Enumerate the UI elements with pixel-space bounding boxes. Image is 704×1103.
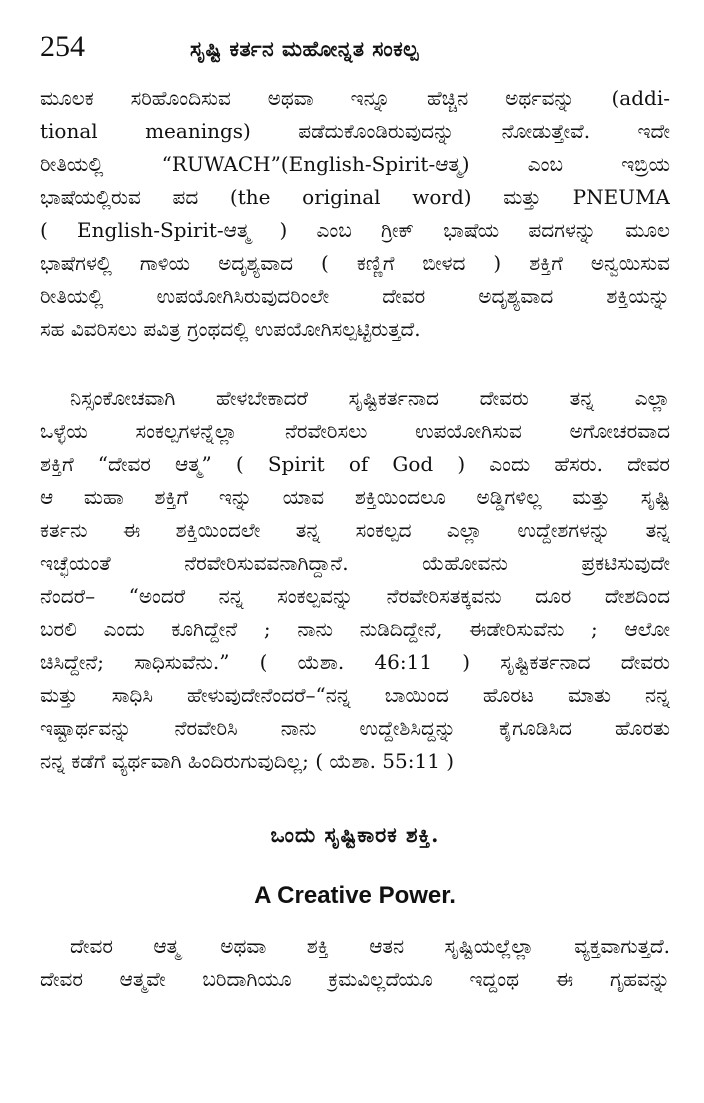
text-line: ಬರಲಿ ಎಂದು ಕೂಗಿದ್ದೇನೆ ; ನಾನು ನುಡಿದಿದ್ದೇನೆ, ಈಡೇರಿಸುವೆನು ; ಆಲೋ (40, 617, 670, 641)
page-header (40, 30, 670, 74)
text-line: ದೇವರ ಆತ್ಮ ಅಥವಾ ಶಕ್ತಿ ಆತನ ಸೃಷ್ಟಿಯಲ್ಲೆಲ್ಲಾ ವ್ಯಕ್ತವಾಗುತ್ತದೆ. (70, 934, 670, 958)
text-line: ಮತ್ತು ಸಾಧಿಸಿ ಹೇಳುವುದೇನೆಂದರೆ–“ನನ್ನ ಬಾಯಿಂದ ಹೊರಟ ಮಾತು ನನ್ನ (40, 683, 670, 707)
text-line: ಮೂಲಕ ಸರಿಹೊಂದಿಸುವ ಅಥವಾ ಇನ್ನೂ ಹೆಚ್ಚಿನ ಅರ್ಥವನ್ನು (addi- (40, 86, 670, 110)
text-line: ಶಕ್ತಿಗೆ “ದೇವರ ಆತ್ಮ” ( Spirit of God ) ಎಂದು ಹೆಸರು. ದೇವರ (40, 452, 670, 476)
text-line: ಇಚ್ಛೆಯಂತೆ ನೆರವೇರಿಸುವವನಾಗಿದ್ದಾನೆ. ಯೆಹೋವನು ಪ್ರಕಟಿಸುವುದೇ (40, 551, 670, 575)
text-line: ಭಾಷೆಗಳಲ್ಲಿ ಗಾಳಿಯ ಅದೃಶ್ಯವಾದ ( ಕಣ್ಣಿಗೆ ಬೀಳದ ) ಶಕ್ತಿಗೆ ಅನ್ವಯಿಸುವ (40, 251, 670, 275)
paragraph-creative-power (40, 930, 670, 996)
paragraph-spirit-of-god (40, 382, 670, 778)
text-line: ದೇವರ ಆತ್ಮವೇ ಬರಿದಾಗಿಯೂ ಕ್ರಮವಿಲ್ಲದೆಯೂ ಇದ್ದಂಥ ಈ ಗೃಹವನ್ನು (40, 967, 670, 991)
section-heading-english: A Creative Power. (254, 882, 456, 909)
text-line: ಆ ಮಹಾ ಶಕ್ತಿಗೆ ಇನ್ನು ಯಾವ ಶಕ್ತಿಯಿಂದಲೂ ಅಡ್ಡಿಗಳಿಲ್ಲ ಮತ್ತು ಸೃಷ್ಟಿ (40, 485, 670, 509)
text-line: ಸಹ ವಿವರಿಸಲು ಪವಿತ್ರ ಗ್ರಂಥದಲ್ಲಿ ಉಪಯೋಗಿಸಲ್ಪಟ್ಟಿರುತ್ತದೆ. (40, 317, 421, 341)
text-line: ಚಿಸಿದ್ದೇನೆ; ಸಾಧಿಸುವೆನು.” ( ಯೆಶಾ. 46:11 ) ಸೃಷ್ಟಿಕರ್ತನಾದ ದೇವರು (40, 650, 670, 674)
text-line: ನಿಸ್ಸಂಕೋಚವಾಗಿ ಹೇಳಬೇಕಾದರೆ ಸೃಷ್ಟಿಕರ್ತನಾದ ದೇವರು ತನ್ನ ಎಲ್ಲಾ (70, 386, 670, 410)
text-line: ಭಾಷೆಯಲ್ಲಿರುವ ಪದ (the original word) ಮತ್ತು PNEUMA (40, 185, 670, 209)
text-line: ಒಳ್ಳೆಯ ಸಂಕಲ್ಪಗಳನ್ನೆಲ್ಲಾ ನೆರವೇರಿಸಲು ಉಪಯೋಗಿಸುವ ಅಗೋಚರವಾದ (40, 419, 670, 443)
text-line: tional meanings) ಪಡೆದುಕೊಂಡಿರುವುದನ್ನು ನೋಡುತ್ತೇವೆ. ಇದೇ (40, 119, 670, 143)
text-line: ರೀತಿಯಲ್ಲಿ “RUWACH”(English-Spirit-ಆತ್ಮ) ಎಂಬ ಇಬ್ರಿಯ (40, 152, 670, 176)
text-line: ( English-Spirit-ಆತ್ಮ ) ಎಂಬ ಗ್ರೀಕ್ ಭಾಷೆಯ ಪದಗಳನ್ನು ಮೂಲ (40, 218, 670, 242)
paragraph-continued (40, 82, 670, 346)
text-line: ರೀತಿಯಲ್ಲಿ ಉಪಯೋಗಿಸಿರುವುದರಿಂಲೇ ದೇವರ ಅದೃಶ್ಯವಾದ ಶಕ್ತಿಯನ್ನು (40, 284, 670, 308)
text-line: ನೆಂದರೆ– “ಅಂದರೆ ನನ್ನ ಸಂಕಲ್ಪವನ್ನು ನೆರವೇರಿಸತಕ್ಕವನು ದೂರ ದೇಶದಿಂದ (40, 584, 670, 608)
text-line: ಕರ್ತನು ಈ ಶಕ್ತಿಯಿಂದಲೇ ತನ್ನ ಸಂಕಲ್ಪದ ಎಲ್ಲಾ ಉದ್ದೇಶಗಳನ್ನು ತನ್ನ (40, 518, 670, 542)
section-heading-kannada: ಒಂದು ಸೃಷ್ಟಿಕಾರಕ ಶಕ್ತಿ. (270, 822, 440, 847)
running-title: ಸೃಷ್ಟಿ ಕರ್ತನ ಮಹೋನ್ನತ ಸಂಕಲ್ಪ (190, 36, 419, 61)
text-line: ಇಷ್ಟಾರ್ಥವನ್ನು ನೆರವೇರಿಸಿ ನಾನು ಉದ್ದೇಶಿಸಿದ್ದನ್ನು ಕೈಗೂಡಿಸಿದ ಹೊರತು (40, 716, 670, 740)
text-line: ನನ್ನ ಕಡೆಗೆ ವ್ಯರ್ಥವಾಗಿ ಹಿಂದಿರುಗುವುದಿಲ್ಲ; ( ಯೆಶಾ. 55:11 ) (40, 749, 455, 773)
page-number: 254 (40, 30, 85, 63)
